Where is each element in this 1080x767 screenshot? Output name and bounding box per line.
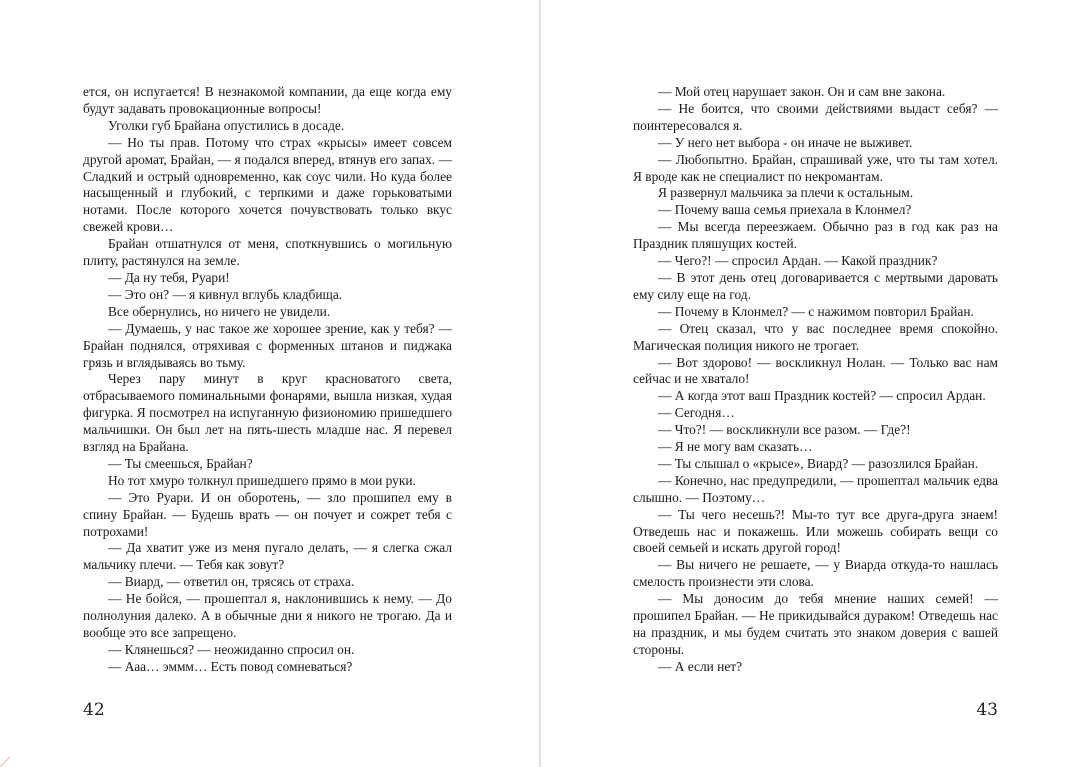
paragraph: — Конечно, нас предупредили, — прошептал мальчик едва слышно. — Поэтому… xyxy=(633,472,998,505)
crop-mark xyxy=(0,757,10,767)
paragraph: Я развернул мальчика за плечи к остальным. xyxy=(658,185,914,201)
paragraph: — Мы доносим до тебя мнение наших семей! — прошипел Брайан. — Не прикидывайся дураком! Отведешь нас на праздник, и мы будем считать это знаком доверия с вашей стороны. xyxy=(633,591,998,657)
paragraph: — Это он? — я кивнул вглубь кладбища. xyxy=(108,286,343,302)
paragraph: — А когда этот ваш Праздник костей? — спросил Ардан. xyxy=(658,388,986,404)
paragraph: — Что?! — воскликнули все разом. — Где?! xyxy=(658,422,911,438)
paragraph: — Клянешься? — неожиданно спросил он. xyxy=(108,641,355,657)
paragraph: — А если нет? xyxy=(658,658,743,674)
paragraph: — Думаешь, у нас такое же хорошее зрение, как у тебя? — Брайан поднялся, отряхивая с форменных штанов и пиджака грязь и вглядываясь во тьму. xyxy=(83,320,452,370)
paragraph: — Вы ничего не решаете, — у Виарда откуда-то нашлась смелость произнести эти слова. xyxy=(633,557,998,590)
right-page xyxy=(541,0,1080,767)
paragraph: — Это Руари. И он оборотень, — зло прошипел ему в спину Брайан. — Будешь врать — он почует и сожрет тебя с потрохами! xyxy=(83,489,452,539)
paragraph: — Почему ваша семья приехала в Клонмел? xyxy=(658,202,912,218)
page-number-left: 42 xyxy=(83,700,105,720)
paragraph: — Отец сказал, что у вас последнее время спокойно. Магическая полиция никого не трогает. xyxy=(633,320,998,353)
paragraph: — Ааа… эммм… Есть повод сомневаться? xyxy=(108,658,353,674)
page-number-right: 43 xyxy=(976,700,998,720)
paragraph: — Да ну тебя, Руари! xyxy=(108,269,230,285)
left-page-text xyxy=(83,84,452,676)
paragraph: Через пару минут в круг красноватого света, отбрасываемого поминальными фонарями, вышла низкая, худая фигурка. Я посмотрел на испуганную физиономию пришедшего мальчишки. Он был лет на пять-шесть младше нас. Я перевел взгляд на Брайана. xyxy=(83,371,452,455)
paragraph: — В этот день отец договаривается с мертвыми даровать ему силу еще на год. xyxy=(633,269,998,302)
paragraph: ется, он испугается! В незнакомой компании, да еще когда ему будут задавать провокационные вопросы! xyxy=(83,84,452,116)
paragraph: — Почему в Клонмел? — с нажимом повторил Брайан. xyxy=(658,303,974,319)
paragraph: — Я не могу вам сказать… xyxy=(658,439,813,455)
paragraph: — Ты смеешься, Брайан? xyxy=(108,455,253,471)
paragraph: — Мы всегда переезжаем. Обычно раз в год как раз на Праздник пляшущих костей. xyxy=(633,219,998,252)
paragraph: — Мой отец нарушает закон. Он и сам вне закона. xyxy=(658,84,946,99)
paragraph: Все обернулись, но ничего не увидели. xyxy=(108,303,331,319)
paragraph: — Вот здорово! — воскликнул Нолан. — Только вас нам сейчас и не хватало! xyxy=(633,354,998,387)
paragraph: — Не боится, что своими действиями выдаст себя? — поинтересовался я. xyxy=(633,100,998,133)
paragraph: — Ты чего несешь?! Мы-то тут все друга-друга знаем! Отведешь нас и покажешь. Или можешь собирать вещи со своей семьей и искать другой город! xyxy=(633,506,998,556)
paragraph: — Ты слышал о «крысе», Виард? — разозлился Брайан. xyxy=(658,455,979,471)
right-page-text xyxy=(633,84,998,676)
paragraph: Но тот хмуро толкнул пришедшего прямо в мои руки. xyxy=(108,472,416,488)
paragraph: — Сегодня… xyxy=(658,405,735,421)
paragraph: — Да хватит уже из меня пугало делать, — я слегка сжал мальчику плечи. — Тебя как зовут? xyxy=(83,540,452,573)
paragraph: — У него нет выбора - он иначе не выживет. xyxy=(658,134,913,150)
paragraph: Уголки губ Брайана опустились в досаде. xyxy=(108,117,345,133)
paragraph: — Не бойся, — прошептал я, наклонившись к нему. — До полнолуния далеко. А в обычные дни я никого не трогаю. Да и вообще это все запрещено. xyxy=(83,591,452,640)
paragraph: — Виард, — ответил он, трясясь от страха. xyxy=(108,574,355,590)
paragraph: — Но ты прав. Потому что страх «крысы» имеет совсем другой аромат, Брайан, — я подался вперед, втянув его запах. — Сладкий и острый одновременно, как соус чили. Но куда более насыщенный и глубокий, с терпкими и даже горьковатыми нотами. После которого хочется почувствовать только вкус свежей крови… xyxy=(83,134,452,235)
paragraph: — Чего?! — спросил Ардан. — Какой праздник? xyxy=(658,253,938,269)
paragraph: Брайан отшатнулся от меня, споткнувшись о могильную плиту, растянулся на земле. xyxy=(83,236,452,269)
paragraph: — Любопытно. Брайан, спрашивай уже, что ты там хотел. Я вроде как не специалист по некромантам. xyxy=(633,151,998,184)
